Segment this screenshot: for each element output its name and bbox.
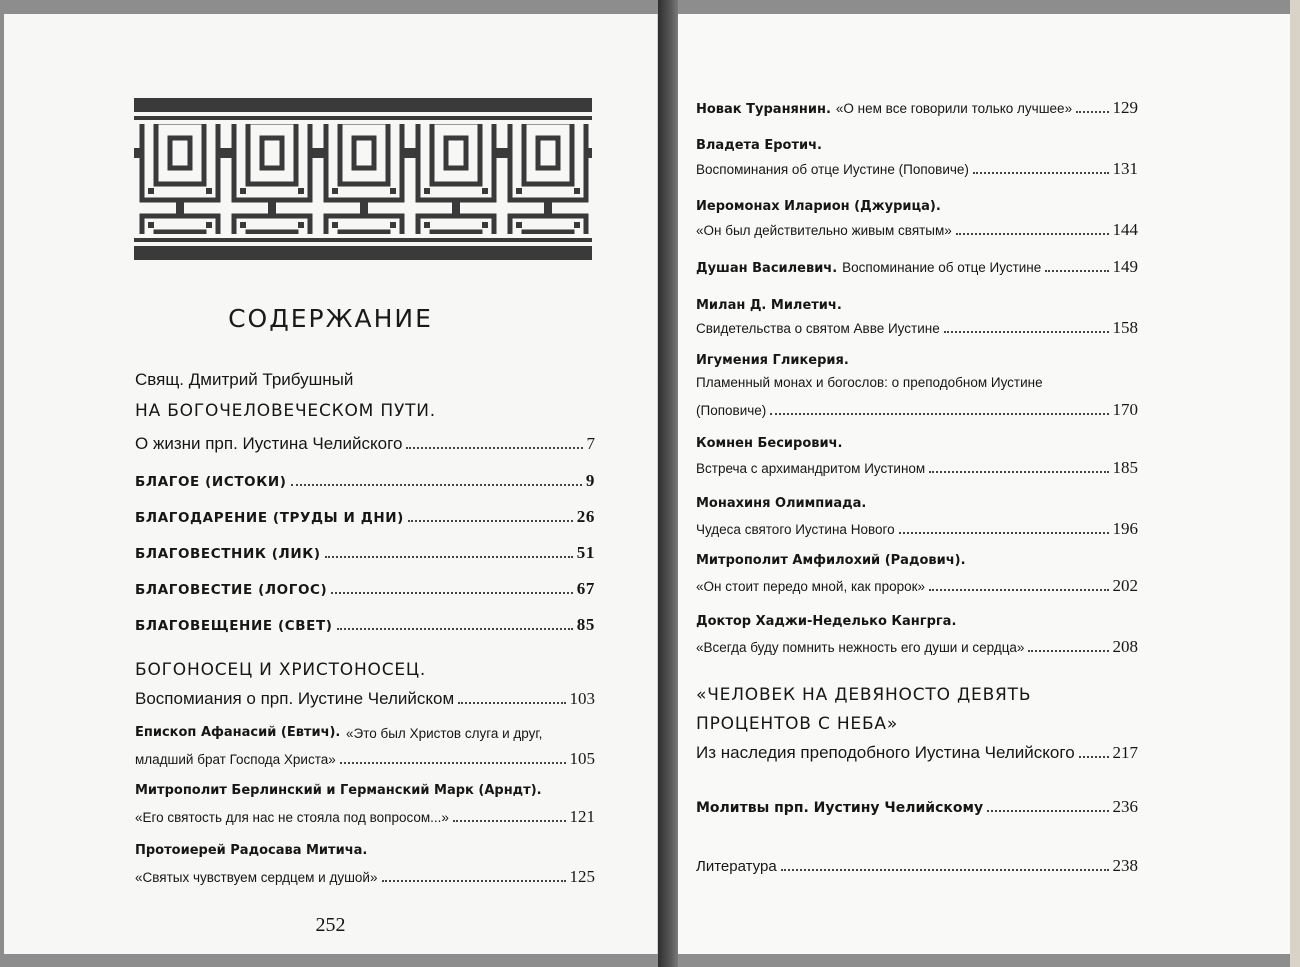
right-page — [678, 14, 1290, 954]
toc-page: 170 — [1112, 400, 1138, 419]
entry-author: Владета Еротич. — [696, 138, 822, 153]
toc-title: Свидетельства о святом Авве Иустине — [696, 321, 940, 336]
toc-title: «Он стоит передо мной, как пророк» — [696, 579, 926, 594]
toc-row-chapter[interactable] — [135, 543, 595, 563]
entry-author: Комнен Бесирович. — [696, 436, 843, 451]
toc-page: 85 — [576, 615, 595, 634]
toc-title: БЛАГОВЕСТИЕ (ЛОГОС) — [135, 582, 328, 598]
toc-row-entry[interactable] — [696, 257, 1138, 277]
toc-page: 125 — [569, 867, 595, 886]
entry-title: Пламенный монах и богослов: о преподобном Иустине — [696, 375, 1043, 390]
toc-title: Воспомиания о прп. Иустине Челийском — [135, 689, 455, 708]
contents-title: СОДЕРЖАНИЕ — [228, 304, 433, 333]
toc-title: «Его святость для нас не стояла под вопросом...» — [135, 810, 449, 825]
entry-author: Милан Д. Милетич. — [696, 298, 842, 313]
section-heading: «ЧЕЛОВЕК НА ДЕВЯНОСТО ДЕВЯТЬ — [696, 685, 1032, 705]
leader-dots — [1045, 269, 1108, 272]
leader-dots — [781, 868, 1109, 871]
toc-title: Молитвы прп. Иустину Челийскому — [696, 800, 984, 816]
toc-row-entry[interactable] — [135, 867, 595, 887]
toc-title: Литература — [696, 858, 777, 875]
leader-dots — [406, 446, 582, 449]
toc-row-intro[interactable] — [135, 434, 595, 454]
leader-dots — [973, 171, 1109, 174]
toc-row-entry[interactable] — [696, 159, 1138, 179]
toc-title: младший брат Господа Христа» — [135, 752, 336, 767]
toc-title: «Всегда буду помнить нежность его души и сердца» — [696, 640, 1025, 655]
toc-row-entry[interactable] — [696, 220, 1138, 240]
leader-dots — [340, 761, 566, 764]
section-heading: ПРОЦЕНТОВ С НЕБА» — [696, 714, 899, 734]
entry-author: Епископ Афанасий (Евтич). — [135, 725, 341, 740]
toc-row-section[interactable] — [135, 689, 595, 709]
toc-page: 51 — [576, 543, 595, 562]
intro-heading: НА БОГОЧЕЛОВЕЧЕСКОМ ПУТИ. — [135, 401, 437, 421]
leader-dots — [458, 701, 565, 704]
toc-row-chapter[interactable] — [135, 579, 595, 599]
toc-row-entry[interactable] — [696, 318, 1138, 338]
entry-title: «Это был Христов слуга и друг, — [346, 726, 543, 741]
entry-author: Митрополит Амфилохий (Радович). — [696, 553, 966, 568]
toc-title: «О нем все говорили только лучшее» — [835, 101, 1073, 116]
toc-title: БЛАГОЕ (ИСТОКИ) — [135, 474, 287, 490]
toc-title: «Святых чувствуем сердцем и душой» — [135, 870, 378, 885]
page-number: 252 — [315, 914, 346, 936]
page-edge — [1290, 0, 1300, 967]
toc-page: 129 — [1112, 98, 1138, 117]
leader-dots — [408, 519, 573, 522]
toc-row-entry[interactable] — [696, 519, 1138, 539]
toc-row-entry[interactable] — [696, 98, 1138, 118]
entry-author: Доктор Хаджи-Неделько Кангрга. — [696, 614, 957, 629]
leader-dots — [956, 232, 1109, 235]
leader-dots — [325, 555, 573, 558]
entry-author: Протоиерей Радосава Митича. — [135, 843, 368, 858]
leader-dots — [331, 591, 573, 594]
toc-page: 217 — [1112, 743, 1138, 762]
toc-row-prayers[interactable] — [696, 797, 1138, 817]
toc-page: 7 — [586, 434, 595, 453]
toc-title: «Он был действительно живым святым» — [696, 223, 952, 238]
toc-page: 158 — [1112, 318, 1138, 337]
toc-row-chapter[interactable] — [135, 615, 595, 635]
toc-title: Чудеса святого Иустина Нового — [696, 522, 895, 537]
leader-dots — [987, 809, 1108, 812]
toc-page: 9 — [585, 471, 595, 490]
toc-row-entry[interactable] — [135, 749, 595, 769]
leader-dots — [944, 330, 1109, 333]
toc-title: (Поповиче) — [696, 403, 767, 418]
leader-dots — [337, 627, 573, 630]
toc-title: БЛАГОВЕСТНИК (ЛИК) — [135, 546, 321, 562]
toc-page: 67 — [576, 579, 595, 598]
toc-page: 103 — [569, 689, 595, 708]
toc-page: 185 — [1112, 458, 1138, 477]
toc-page: 202 — [1112, 576, 1138, 595]
toc-row-entry[interactable] — [135, 807, 595, 827]
toc-title: БЛАГОДАРЕНИЕ (ТРУДЫ И ДНИ) — [135, 510, 404, 526]
toc-row-chapter[interactable] — [135, 471, 595, 491]
intro-author: Свящ. Дмитрий Трибушный — [135, 370, 354, 389]
book-spine — [658, 0, 678, 967]
toc-row-section[interactable] — [696, 743, 1138, 763]
toc-row-literature[interactable] — [696, 856, 1138, 876]
toc-row-entry[interactable] — [696, 400, 1138, 420]
toc-row-chapter[interactable] — [135, 507, 595, 527]
entry-author: Митрополит Берлинский и Германский Марк (Арндт). — [135, 783, 542, 798]
left-page — [4, 14, 658, 954]
toc-row-entry[interactable] — [696, 637, 1138, 657]
toc-title: Воспоминание об отце Иустине — [842, 260, 1042, 275]
toc-page: 196 — [1112, 519, 1138, 538]
leader-dots — [770, 412, 1108, 415]
toc-page: 238 — [1112, 856, 1138, 875]
leader-dots — [929, 588, 1108, 591]
toc-row-entry[interactable] — [696, 576, 1138, 596]
leader-dots — [1079, 755, 1109, 758]
toc-page: 236 — [1112, 797, 1138, 816]
toc-row-entry[interactable] — [696, 458, 1138, 478]
leader-dots — [1028, 649, 1108, 652]
entry-author: Новак Туранянин. — [696, 102, 831, 117]
toc-title: Воспоминания об отце Иустине (Поповиче) — [696, 162, 969, 177]
leader-dots — [899, 531, 1109, 534]
entry-author: Монахиня Олимпиада. — [696, 496, 867, 511]
entry-author: Иеромонах Иларион (Джурица). — [696, 199, 941, 214]
toc-title: О жизни прп. Иустина Челийского — [135, 434, 403, 453]
toc-page: 105 — [569, 749, 595, 768]
leader-dots — [1076, 110, 1108, 113]
section-heading: БОГОНОСЕЦ И ХРИСТОНОСЕЦ. — [135, 660, 427, 680]
leader-dots — [291, 483, 582, 486]
toc-title: Встреча с архимандритом Иустином — [696, 461, 926, 476]
toc-page: 26 — [576, 507, 595, 526]
leader-dots — [453, 819, 566, 822]
toc-title: Из наследия преподобного Иустина Челийского — [696, 743, 1075, 762]
leader-dots — [929, 470, 1108, 473]
toc-page: 149 — [1112, 257, 1138, 276]
folk-ornament-icon — [134, 98, 592, 260]
entry-author: Игумения Гликерия. — [696, 353, 849, 368]
toc-page: 144 — [1112, 220, 1138, 239]
entry-author: Душан Василевич. — [696, 261, 838, 276]
toc-page: 208 — [1112, 637, 1138, 656]
leader-dots — [382, 879, 566, 882]
toc-page: 131 — [1112, 159, 1138, 178]
toc-page: 121 — [569, 807, 595, 826]
toc-title: БЛАГОВЕЩЕНИЕ (СВЕТ) — [135, 618, 333, 634]
